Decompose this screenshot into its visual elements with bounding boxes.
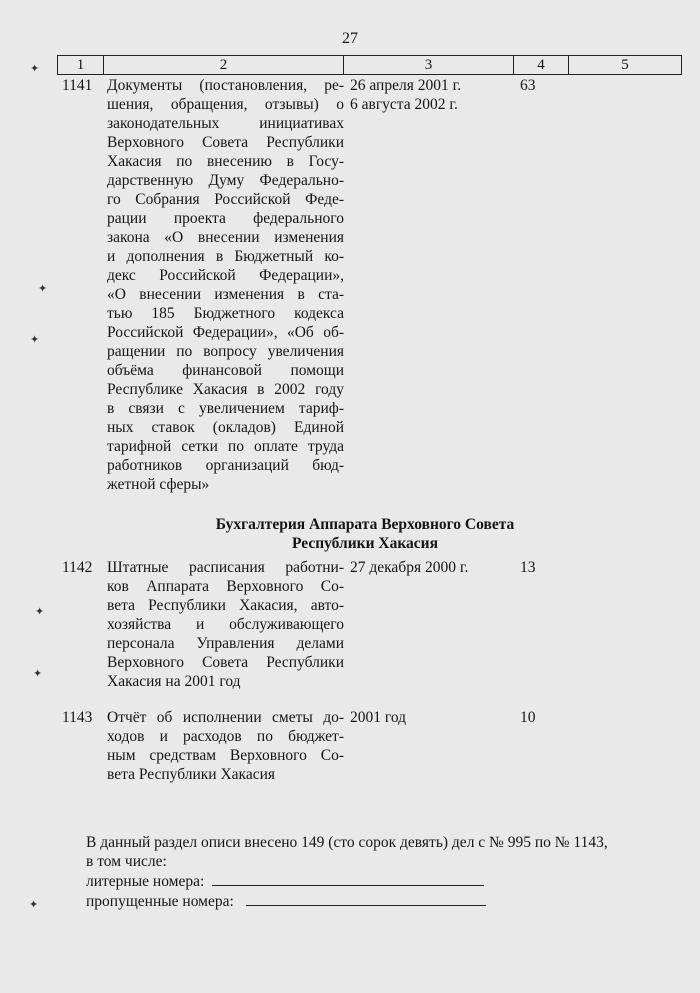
- title-line: го Собрания Российской Феде-: [107, 191, 344, 208]
- punch-hole-mark: ✦: [29, 899, 39, 911]
- summary-block: [86, 833, 686, 911]
- punch-hole-mark: ✦: [35, 606, 45, 618]
- punch-hole-mark: ✦: [38, 283, 48, 295]
- entry-title: [107, 76, 344, 494]
- section-heading-line: Бухгалтерия Аппарата Верховного Совета: [215, 516, 515, 533]
- title-line: рации проекта федерального: [107, 210, 344, 227]
- summary-line: в том числе:: [86, 853, 167, 870]
- skipped-numbers-blank: [246, 891, 486, 906]
- title-line: законодательных инициативах: [107, 115, 344, 132]
- title-line: ращении по вопросу увеличения: [107, 343, 344, 360]
- header-col-3: 3: [344, 56, 514, 74]
- title-line: вета Республики Хакасия: [107, 766, 276, 783]
- entry-number: 1142: [62, 559, 93, 576]
- title-line: Республике Хакасия в 2002 году: [107, 381, 344, 398]
- title-line: в связи с увеличением тариф-: [107, 400, 344, 417]
- title-line: ходов и расходов по бюджет-: [107, 728, 344, 745]
- section-heading: [180, 515, 550, 553]
- summary-line: В данный раздел описи внесено 149 (сто сорок девять) дел с № 995 по № 1143,: [86, 834, 608, 851]
- entry-number: 1141: [62, 77, 93, 94]
- title-line: «О внесении изменения в ста-: [107, 286, 344, 303]
- header-col-2: 2: [104, 56, 344, 74]
- title-line: жетной сферы»: [107, 476, 210, 493]
- literal-numbers-row: [86, 871, 686, 891]
- section-heading-line: Республики Хакасия: [291, 535, 438, 552]
- title-line: ным средствам Верховного Со-: [107, 747, 344, 764]
- title-line: Штатные расписания работни-: [107, 559, 344, 576]
- title-line: шения, обращения, отзывы) о: [107, 96, 344, 113]
- entry-dates: [350, 708, 510, 727]
- header-col-5: 5: [621, 57, 629, 73]
- entry-sheets: 63: [520, 77, 536, 94]
- title-line: ных ставок (окладов) Единой: [107, 419, 344, 436]
- title-line: хозяйства и обслуживающего: [107, 616, 344, 633]
- literal-numbers-blank: [212, 871, 484, 886]
- title-line: закона «О внесении изменения: [107, 229, 344, 246]
- entry-date: 26 апреля 2001 г.: [350, 77, 462, 94]
- literal-numbers-label: литерные номера:: [86, 873, 205, 890]
- entry-title: [107, 558, 344, 691]
- title-line: Документы (постановления, ре-: [107, 77, 344, 94]
- table-header-row: [57, 55, 682, 75]
- title-line: Хакасия по внесению в Госу-: [107, 153, 344, 170]
- title-line: вета Республики Хакасия, авто-: [107, 597, 344, 614]
- title-line: Верховного Совета Республики: [107, 134, 344, 151]
- entry-title: [107, 708, 344, 784]
- title-line: Верховного Совета Республики: [107, 654, 344, 671]
- skipped-numbers-row: [86, 891, 686, 911]
- punch-hole-mark: ✦: [30, 63, 40, 75]
- title-line: Российской Федерации», «Об об-: [107, 324, 344, 341]
- entry-sheets: 13: [520, 559, 536, 576]
- punch-hole-mark: ✦: [30, 334, 40, 346]
- title-line: Отчёт об исполнении сметы до-: [107, 709, 344, 726]
- page-number: 27: [342, 30, 358, 47]
- entry-date: 6 августа 2002 г.: [350, 96, 458, 113]
- skipped-numbers-label: пропущенные номера:: [86, 893, 234, 910]
- title-line: объёма финансовой помощи: [107, 362, 344, 379]
- title-line: тью 185 Бюджетного кодекса: [107, 305, 344, 322]
- title-line: декс Российской Федерации»,: [107, 267, 344, 284]
- entry-dates: [350, 76, 510, 114]
- title-line: персонала Управления делами: [107, 635, 344, 652]
- entry-dates: [350, 558, 510, 577]
- title-line: работников организаций бюд-: [107, 457, 344, 474]
- title-line: Хакасия на 2001 год: [107, 673, 241, 690]
- title-line: тарифной сетки по оплате труда: [107, 438, 344, 455]
- title-line: дарственную Думу Федерально-: [107, 172, 344, 189]
- header-col-1: 1: [58, 56, 104, 74]
- punch-hole-mark: ✦: [33, 668, 43, 680]
- entry-date: 2001 год: [350, 709, 407, 726]
- title-line: и дополнения в Бюджетный ко-: [107, 248, 344, 265]
- entry-sheets: 10: [520, 709, 536, 726]
- entry-date: 27 декабря 2000 г.: [350, 559, 469, 576]
- entry-number: 1143: [62, 709, 93, 726]
- header-col-4: 4: [514, 56, 569, 74]
- title-line: ков Аппарата Верховного Со-: [107, 578, 344, 595]
